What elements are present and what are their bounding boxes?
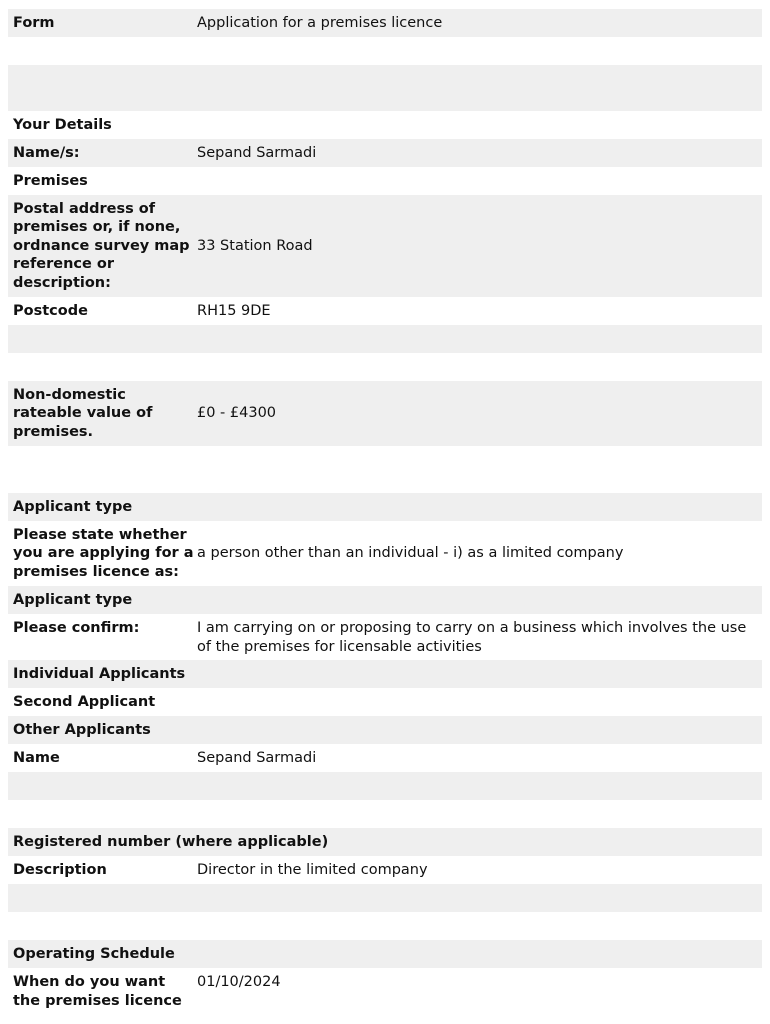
row-label: Form <box>13 14 55 31</box>
section-heading: Operating Schedule <box>13 945 175 962</box>
empty-row <box>8 65 762 111</box>
row-label: Name <box>13 749 60 766</box>
form-table <box>8 9 762 1014</box>
empty-row <box>8 800 762 828</box>
section-heading: Individual Applicants <box>13 665 186 682</box>
row-value: 01/10/2024 <box>197 974 281 990</box>
empty-row <box>8 446 762 493</box>
row-name <box>8 744 762 772</box>
empty-row <box>8 884 762 912</box>
section-heading: Your Details <box>13 116 112 133</box>
section-applicant-type <box>8 586 762 614</box>
section-second-applicant <box>8 688 762 716</box>
row-form <box>8 9 762 37</box>
section-registered-number <box>8 828 762 856</box>
row-label: Non-domestic rateable value of premises. <box>13 386 153 440</box>
row-description <box>8 856 762 884</box>
row-applying-as <box>8 521 762 586</box>
section-operating-schedule <box>8 940 762 968</box>
section-applicant-type <box>8 493 762 521</box>
section-heading: Other Applicants <box>13 721 151 738</box>
row-licence-start-date <box>8 968 762 1014</box>
row-label: Postal address of premises or, if none, ordnance survey map reference or description: <box>13 200 190 291</box>
section-premises <box>8 167 762 195</box>
row-label: When do you want the premises licence <box>13 974 182 1009</box>
row-label: Name/s: <box>13 144 80 161</box>
section-heading: Applicant type <box>13 591 133 608</box>
row-please-confirm <box>8 614 762 660</box>
row-names <box>8 139 762 167</box>
row-value: Sepand Sarmadi <box>197 144 317 161</box>
row-value: I am carrying on or proposing to carry on a business which involves the use of the premises for licensable activities <box>197 620 747 655</box>
section-heading: Second Applicant <box>13 693 156 710</box>
row-label: Please confirm: <box>13 620 140 636</box>
section-other-applicants <box>8 716 762 744</box>
row-postal-address <box>8 195 762 297</box>
row-value: 33 Station Road <box>197 237 313 254</box>
row-rateable-value <box>8 381 762 446</box>
empty-row <box>8 37 762 65</box>
row-value: a person other than an individual - i) as a limited company <box>197 545 624 562</box>
empty-row <box>8 912 762 940</box>
section-heading: Applicant type <box>13 498 133 515</box>
empty-row <box>8 325 762 353</box>
row-postcode <box>8 297 762 325</box>
row-value: Application for a premises licence <box>197 14 443 31</box>
row-value: RH15 9DE <box>197 302 271 319</box>
section-heading: Registered number (where applicable) <box>13 833 329 850</box>
row-label: Postcode <box>13 302 88 319</box>
row-label: Description <box>13 861 107 878</box>
row-value: Sepand Sarmadi <box>197 749 317 766</box>
section-your-details <box>8 111 762 139</box>
section-heading: Premises <box>13 172 88 189</box>
empty-row <box>8 353 762 381</box>
row-label: Please state whether you are applying for a premises licence as: <box>13 526 194 580</box>
section-individual-applicants <box>8 660 762 688</box>
row-value: Director in the limited company <box>197 861 428 878</box>
row-value: £0 - £4300 <box>197 405 277 422</box>
empty-row <box>8 772 762 800</box>
